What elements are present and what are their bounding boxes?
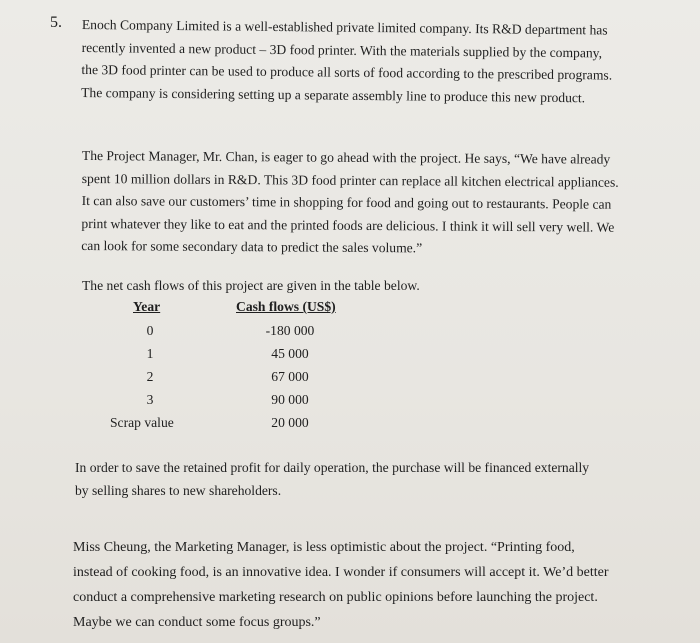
text-line: Miss Cheung, the Marketing Manager, is less optimistic about the project. “Printing food, — [73, 540, 575, 555]
text-line: The company is considering setting up a separate assembly line to produce this new product. — [81, 84, 586, 105]
paragraph-company-intro — [81, 14, 613, 110]
table-row — [100, 343, 360, 366]
table-row — [100, 412, 360, 435]
paragraph-financing — [75, 457, 589, 502]
text-line: print whatever they like to eat and the printed foods are delicious. I think it will sell very well. We — [81, 215, 615, 235]
cash-flow-table — [100, 297, 360, 435]
text-line: conduct a comprehensive marketing research on public opinions before launching the project. — [73, 590, 598, 605]
text-line: the 3D food printer can be used to produce all sorts of food according to the prescribed programs. — [81, 61, 613, 83]
question-number: 5. — [50, 14, 62, 31]
table-intro-text: The net cash flows of this project are given in the table below. — [82, 278, 420, 293]
text-line: can look for some secondary data to predict the sales volume.” — [81, 237, 423, 256]
text-line: The Project Manager, Mr. Chan, is eager to go ahead with the project. He says, “We have already — [81, 147, 611, 167]
cell-cash: 20 000 — [271, 415, 309, 430]
cell-year: 0 — [146, 323, 154, 338]
text-line: by selling shares to new shareholders. — [75, 482, 282, 498]
table-row — [100, 366, 360, 389]
paragraph-marketing-manager — [73, 535, 609, 635]
table-row — [100, 320, 360, 343]
cell-year: 1 — [146, 346, 154, 361]
text-line: spent 10 million dollars in R&D. This 3D food printer can replace all kitchen electrical appliances. — [81, 170, 619, 190]
text-line: instead of cooking food, is an innovative idea. I wonder if consumers will accept it. We’d better — [73, 565, 609, 580]
table-intro — [82, 275, 420, 298]
text-line: It can also save our customers’ time in shopping for food and going out to restaurants. People can — [81, 192, 612, 212]
table-row — [100, 389, 360, 412]
cell-year: Scrap value — [110, 415, 174, 430]
text-line: Enoch Company Limited is a well-established private limited company. Its R&D department has — [81, 16, 608, 38]
cell-cash: 90 000 — [271, 392, 309, 407]
table-header-row — [100, 297, 360, 320]
header-cash-flows: Cash flows (US$) — [236, 299, 336, 314]
text-line: Maybe we can conduct some focus groups.” — [73, 615, 321, 630]
cell-cash: -180 000 — [265, 323, 315, 338]
text-line: recently invented a new product – 3D food printer. With the materials supplied by the company, — [81, 39, 603, 60]
cell-year: 3 — [146, 392, 154, 407]
cell-cash: 67 000 — [271, 369, 309, 384]
paragraph-project-manager — [81, 145, 619, 261]
text-line: In order to save the retained profit for daily operation, the purchase will be financed externally — [75, 460, 590, 475]
cell-year: 2 — [146, 369, 154, 384]
cell-cash: 45 000 — [271, 346, 309, 361]
header-year: Year — [133, 299, 161, 314]
